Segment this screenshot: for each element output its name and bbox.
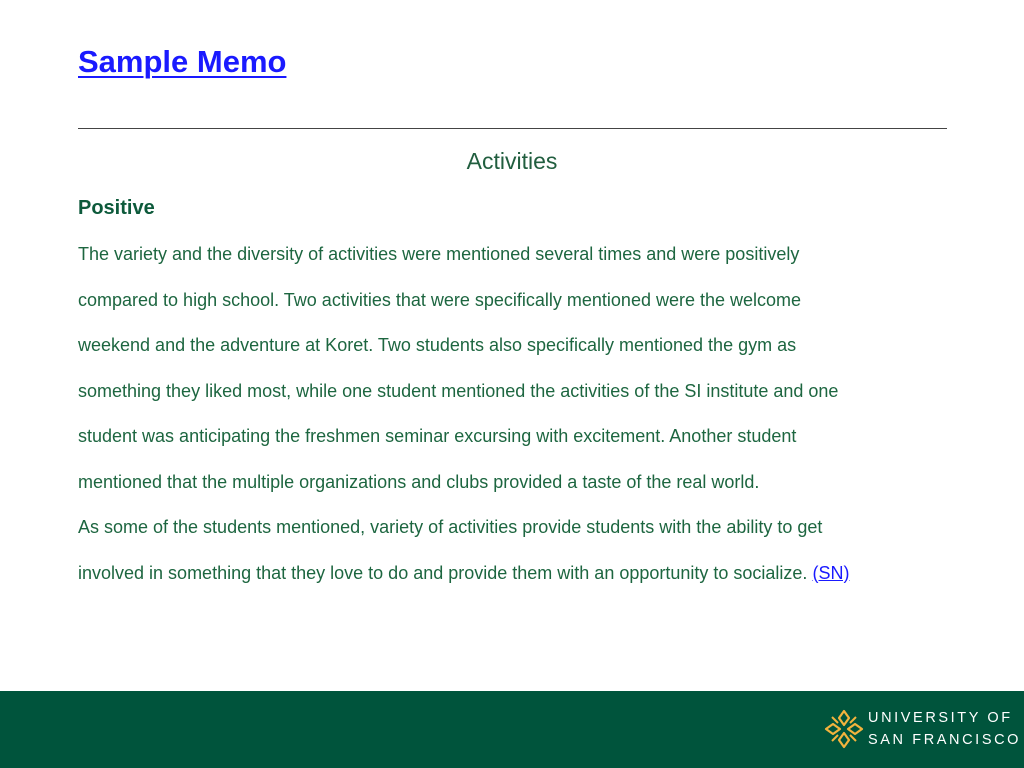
paragraph-feedback [78,232,958,505]
paragraph-line [78,551,958,597]
paragraph-line: The variety and the diversity of activities were mentioned several times and were positively [78,244,800,264]
paragraph-line: As some of the students mentioned, variety of activities provide students with the ability to get [78,517,823,537]
divider [78,128,947,129]
memo-title-link[interactable]: Sample Memo [78,44,287,79]
university-name-line2: SAN FRANCISCO [868,732,1022,748]
paragraph-line: something they liked most, while one student mentioned the activities of the SI institute and one [78,380,839,401]
paragraph-line: compared to high school. Two activities that were specifically mentioned were the welcome [78,289,802,310]
paragraph-line: mentioned that the multiple organizations and clubs provided a taste of the real world. [78,471,760,492]
footer-bar [0,691,1024,768]
paragraph-line: student was anticipating the freshmen seminar excursing with excitement. Another student [78,426,797,446]
paragraph-conclusion [78,505,958,596]
subheading-positive: Positive [78,197,155,219]
paragraph-line: weekend and the adventure at Koret. Two students also specifically mentioned the gym as [78,335,797,355]
source-sn-link[interactable]: (SN) [812,562,850,583]
university-name-line1: UNIVERSITY OF [868,710,1013,726]
paragraph-line-text: involved in something that they love to do and provide them with an opportunity to socialize. [78,562,808,583]
usf-cross-logo-icon [824,709,864,749]
section-heading: Activities [466,148,558,174]
